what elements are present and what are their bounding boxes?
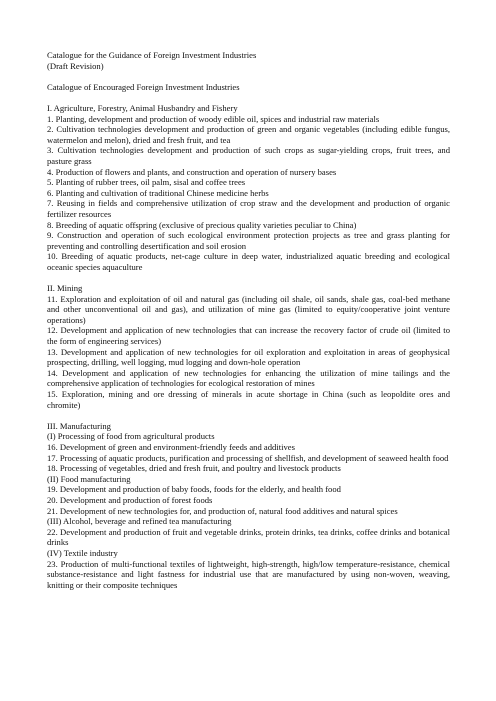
list-item: 8. Breeding of aquatic offspring (exclusive of precious quality varieties peculiar to China): [47, 219, 357, 230]
document-title: Catalogue for the Guidance of Foreign Investment Industries: [47, 50, 257, 60]
list-item: 10. Breeding of aquatic products, net-cage culture in deep water, industrialized aquatic breeding and ecological oceanic species aquaculture: [47, 251, 450, 272]
list-item: 21. Development of new technologies for, and production of, natural food additives and natural spices: [47, 505, 398, 516]
section-mining: [47, 283, 450, 410]
section-heading: I. Agriculture, Forestry, Animal Husbandry and Fishery: [47, 102, 238, 113]
list-item: 17. Processing of aquatic products, purification and processing of shellfish, and development of seaweed health food: [47, 452, 449, 463]
list-item: 7. Reusing in fields and comprehensive utilization of crop straw and the development and production of organic fertilizer resources: [47, 198, 450, 219]
list-item: 16. Development of green and environment-friendly feeds and additives: [47, 441, 295, 452]
catalogue-heading: Catalogue of Encouraged Foreign Investment Industries: [47, 81, 240, 92]
section-heading: II. Mining: [47, 283, 83, 294]
list-item: 4. Production of flowers and plants, and construction and operation of nursery bases: [47, 166, 337, 177]
list-item: 11. Exploration and exploitation of oil and natural gas (including oil shale, oil sands, shale gas, coal-bed methane and other unconventional oil and gas), and utilization of mine gas (limited to equity/cooperative joint venture operations): [47, 293, 450, 325]
subsection-heading: (III) Alcohol, beverage and refined tea manufacturing: [47, 516, 232, 527]
list-item: 19. Development and production of baby foods, foods for the elderly, and health food: [47, 484, 341, 495]
list-item: 15. Exploration, mining and ore dressing of minerals in acute shortage in China (such as leopoldite ores and chromite): [47, 389, 450, 410]
list-item: 12. Development and application of new technologies that can increase the recovery factor of crude oil (limited to the form of engineering services): [47, 325, 450, 347]
list-item: 13. Development and application of new technologies for oil exploration and exploitation in areas of geophysical prospecting, drilling, well logging, mud logging and down-hole operation: [47, 346, 450, 368]
subsection-heading: (II) Food manufacturing: [47, 473, 131, 484]
list-item: 5. Planting of rubber trees, oil palm, sisal and coffee trees: [47, 177, 246, 188]
list-item: 18. Processing of vegetables, dried and fresh fruit, and poultry and livestock products: [47, 463, 341, 474]
subsection-heading: (IV) Textile industry: [47, 547, 118, 558]
list-item: 6. Planting and cultivation of traditional Chinese medicine herbs: [47, 187, 269, 198]
section-heading: III. Manufacturing: [47, 420, 111, 431]
list-item: 3. Cultivation technologies development and production of such crops as sugar-yielding crops, fruit trees, and pasture grass: [47, 145, 450, 166]
section-manufacturing: [47, 421, 450, 591]
document-subtitle: (Draft Revision): [47, 60, 104, 71]
list-item: 9. Construction and operation of such ecological environment protection projects as tree and grass planting for preventing and controlling desertification and soil erosion: [47, 230, 450, 251]
section-agriculture: [47, 103, 450, 273]
list-item: 2. Cultivation technologies development and production of green and organic vegetables (including edible fungus, watermelon and melon), dried and fresh fruit, and tea: [47, 124, 450, 145]
list-item: 22. Development and production of fruit and vegetable drinks, protein drinks, tea drinks, coffee drinks and botanical drinks: [47, 526, 450, 548]
list-item: 1. Planting, development and production of woody edible oil, spices and industrial raw materials: [47, 113, 380, 124]
list-item: 20. Development and production of forest foods: [47, 494, 213, 505]
list-item: 23. Production of multi-functional textiles of lightweight, high-strength, high/low temperature-resistance, chemical substance-resistance and light fastness for industrial use that are manufactured by using non-woven, weaving, knitting or their composite techniques: [47, 558, 450, 590]
list-item: 14. Development and application of new technologies for enhancing the utilization of mine tailings and the comprehensive application of technologies for ecological restoration of mines: [47, 367, 450, 389]
subsection-heading: (I) Processing of food from agricultural products: [47, 431, 215, 442]
